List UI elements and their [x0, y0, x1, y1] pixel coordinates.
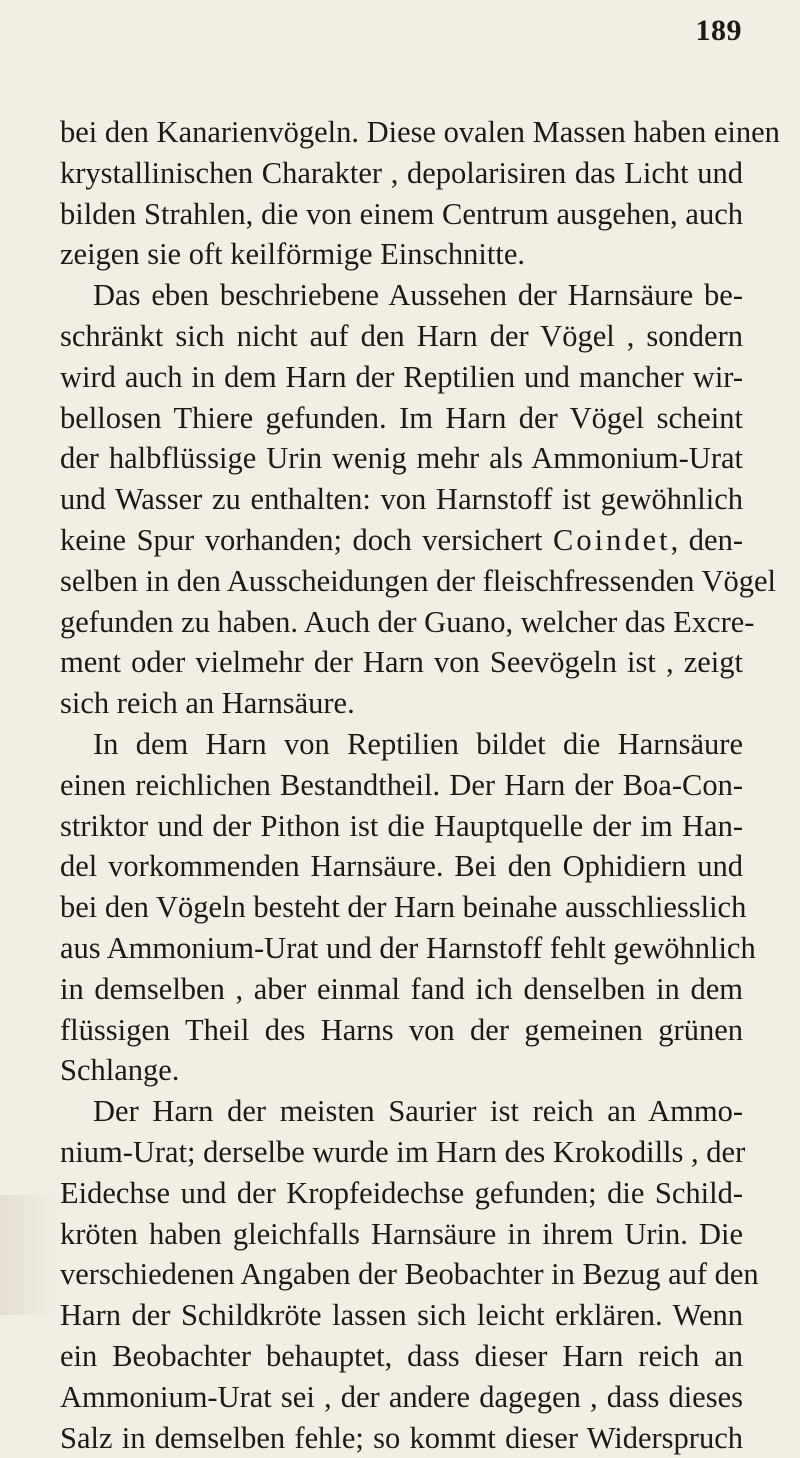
text-line: aus Ammonium-Urat und der Harnstoff fehlt gewöhnlich — [60, 928, 743, 969]
text-line: striktor und der Pithon ist die Hauptquelle der im Han- — [60, 806, 743, 847]
text-segment: , den- — [671, 523, 743, 557]
text-line: ein Beobachter behauptet, dass dieser Harn reich an — [60, 1336, 743, 1377]
text-line: der halbflüssige Urin wenig mehr als Ammonium-Urat — [60, 438, 743, 479]
text-line: Ammonium-Urat sei , der andere dagegen , dass dieses — [60, 1377, 743, 1418]
text-line: In dem Harn von Reptilien bildet die Harnsäure — [60, 724, 743, 765]
page-edge-shadow — [0, 1195, 60, 1315]
text-line: und Wasser zu enthalten: von Harnstoff ist gewöhnlich — [60, 479, 743, 520]
text-line: Schlange. — [60, 1050, 743, 1091]
text-line: schränkt sich nicht auf den Harn der Vögel , sondern — [60, 316, 743, 357]
text-line: bilden Strahlen, die von einem Centrum ausgehen, auch — [60, 194, 743, 235]
text-line: ment oder vielmehr der Harn von Seevögeln ist , zeigt — [60, 642, 743, 683]
text-line — [60, 520, 743, 561]
text-line: in demselben , aber einmal fand ich denselben in dem — [60, 969, 743, 1010]
author-name: Coindet — [553, 523, 671, 557]
text-segment: keine Spur vorhanden; doch versichert — [60, 523, 553, 557]
text-line: bei den Vögeln besteht der Harn beinahe ausschliesslich — [60, 887, 743, 928]
text-line: nium-Urat; derselbe wurde im Harn des Krokodills , der — [60, 1132, 743, 1173]
text-line: bei den Kanarienvögeln. Diese ovalen Massen haben einen — [60, 112, 743, 153]
text-line: gefunden zu haben. Auch der Guano, welcher das Excre- — [60, 602, 743, 643]
text-line: bellosen Thiere gefunden. Im Harn der Vögel scheint — [60, 398, 743, 439]
text-line: einen reichlichen Bestandtheil. Der Harn der Boa-Con- — [60, 765, 743, 806]
body-text — [60, 112, 743, 1458]
page-number: 189 — [696, 14, 743, 48]
text-line: Salz in demselben fehle; so kommt dieser Widerspruch — [60, 1418, 743, 1458]
text-line: sich reich an Harnsäure. — [60, 683, 743, 724]
text-line: verschiedenen Angaben der Beobachter in Bezug auf den — [60, 1254, 743, 1295]
text-line: Das eben beschriebene Aussehen der Harnsäure be- — [60, 275, 743, 316]
text-line: krystallinischen Charakter , depolarisiren das Licht und — [60, 153, 743, 194]
text-line: flüssigen Theil des Harns von der gemeinen grünen — [60, 1010, 743, 1051]
text-line: Harn der Schildkröte lassen sich leicht erklären. Wenn — [60, 1295, 743, 1336]
text-line: del vorkommenden Harnsäure. Bei den Ophidiern und — [60, 846, 743, 887]
text-line: Eidechse und der Kropfeidechse gefunden; die Schild- — [60, 1173, 743, 1214]
text-line: selben in den Ausscheidungen der fleischfressenden Vögel — [60, 561, 743, 602]
text-line: wird auch in dem Harn der Reptilien und mancher wir- — [60, 357, 743, 398]
text-line: zeigen sie oft keilförmige Einschnitte. — [60, 234, 743, 275]
text-line: Der Harn der meisten Saurier ist reich an Ammo- — [60, 1091, 743, 1132]
text-line: kröten haben gleichfalls Harnsäure in ihrem Urin. Die — [60, 1214, 743, 1255]
